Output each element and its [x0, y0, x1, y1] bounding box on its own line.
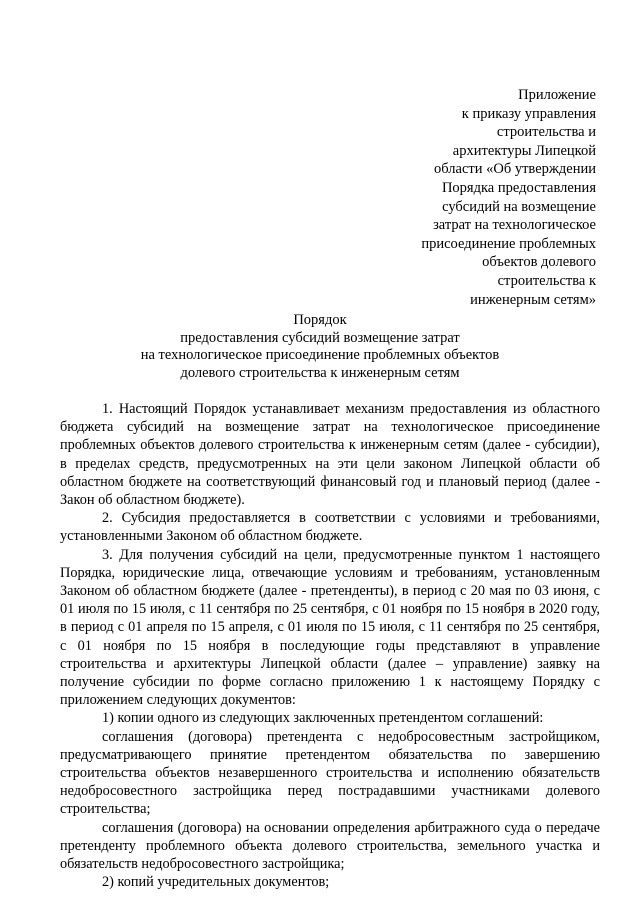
title-line: предоставления субсидий возмещение затрат	[180, 329, 460, 346]
paragraph-1: 1. Настоящий Порядок устанавливает механизм предоставления из областного бюджета субсидий на возмещение затрат на технологическое присоединение проблемных объектов долевого строительства к инженерным сетям (далее - субсидии), в пределах средств, предусмотренных на эти цели законом Липецкой области об областном бюджете на соответствующий финансовый год и плановый период (далее - Закон об областном бюджете).	[60, 401, 600, 509]
paragraph-agreement-b: соглашения (договора) на основании определения арбитражного суда о передаче претенденту проблемного объекта долевого строительства, земельного участка и обязательств недобросовестного застройщика;	[60, 819, 600, 873]
appendix-line: архитектуры Липецкой	[452, 142, 596, 159]
appendix-line: присоединение проблемных	[421, 235, 596, 252]
paragraph-2: 2. Субсидия предоставляется в соответствии с условиями и требованиями, установленными Законом об областном бюджете.	[60, 510, 600, 545]
appendix-line: области «Об утверждении	[434, 161, 596, 178]
appendix-line: Приложение	[518, 87, 596, 103]
appendix-line: строительства к	[497, 272, 596, 289]
appendix-line: к приказу управления	[461, 105, 596, 122]
paragraph-3-1: 1) копии одного из следующих заключенных претендентом соглашений:	[102, 710, 544, 727]
title-line: на технологическое присоединение проблемных объектов	[140, 347, 500, 364]
paragraph-3-2: 2) копий учредительных документов;	[102, 874, 330, 891]
appendix-header	[396, 86, 596, 309]
title-line: Порядок	[293, 312, 347, 328]
appendix-line: Порядка предоставления	[441, 179, 596, 196]
paragraph-agreement-a: соглашения (договора) претендента с недобросовестным застройщиком, предусматривающего принятие претендентом обязательства по завершению строительства объектов незавершенного строительства и исполнению обязательств недобросовестного застройщика перед пострадавшими участниками долевого строительства;	[60, 728, 600, 818]
appendix-line: инженерным сетям»	[470, 291, 596, 308]
appendix-line: затрат на технологическое	[433, 217, 596, 234]
appendix-line: субсидий на возмещение	[442, 198, 596, 215]
document-body	[60, 400, 600, 891]
appendix-line: строительства и	[496, 124, 596, 141]
appendix-line: объектов долевого	[482, 254, 596, 271]
paragraph-3: 3. Для получения субсидий на цели, предусмотренные пунктом 1 настоящего Порядка, юридические лица, отвечающие условиям и требованиям, установленным Законом об областном бюджете (далее - претенденты), в период с 20 мая по 03 июня, с 01 июля по 15 июля, с 11 сентября по 25 сентября, с 01 ноября по 15 ноября в 2020 году, в период с 01 апреля по 15 апреля, с 01 июля по 15 июля, с 11 сентября по 25 сентября, с 01 ноября по 15 ноября в последующие годы представляют в управление строительства и архитектуры Липецкой области (далее – управление) заявку на получение субсидии по форме согласно приложению 1 к настоящему Порядку с приложением следующих документов:	[60, 546, 600, 709]
title-line: долевого строительства к инженерным сетям	[180, 364, 460, 381]
document-title	[0, 312, 640, 382]
